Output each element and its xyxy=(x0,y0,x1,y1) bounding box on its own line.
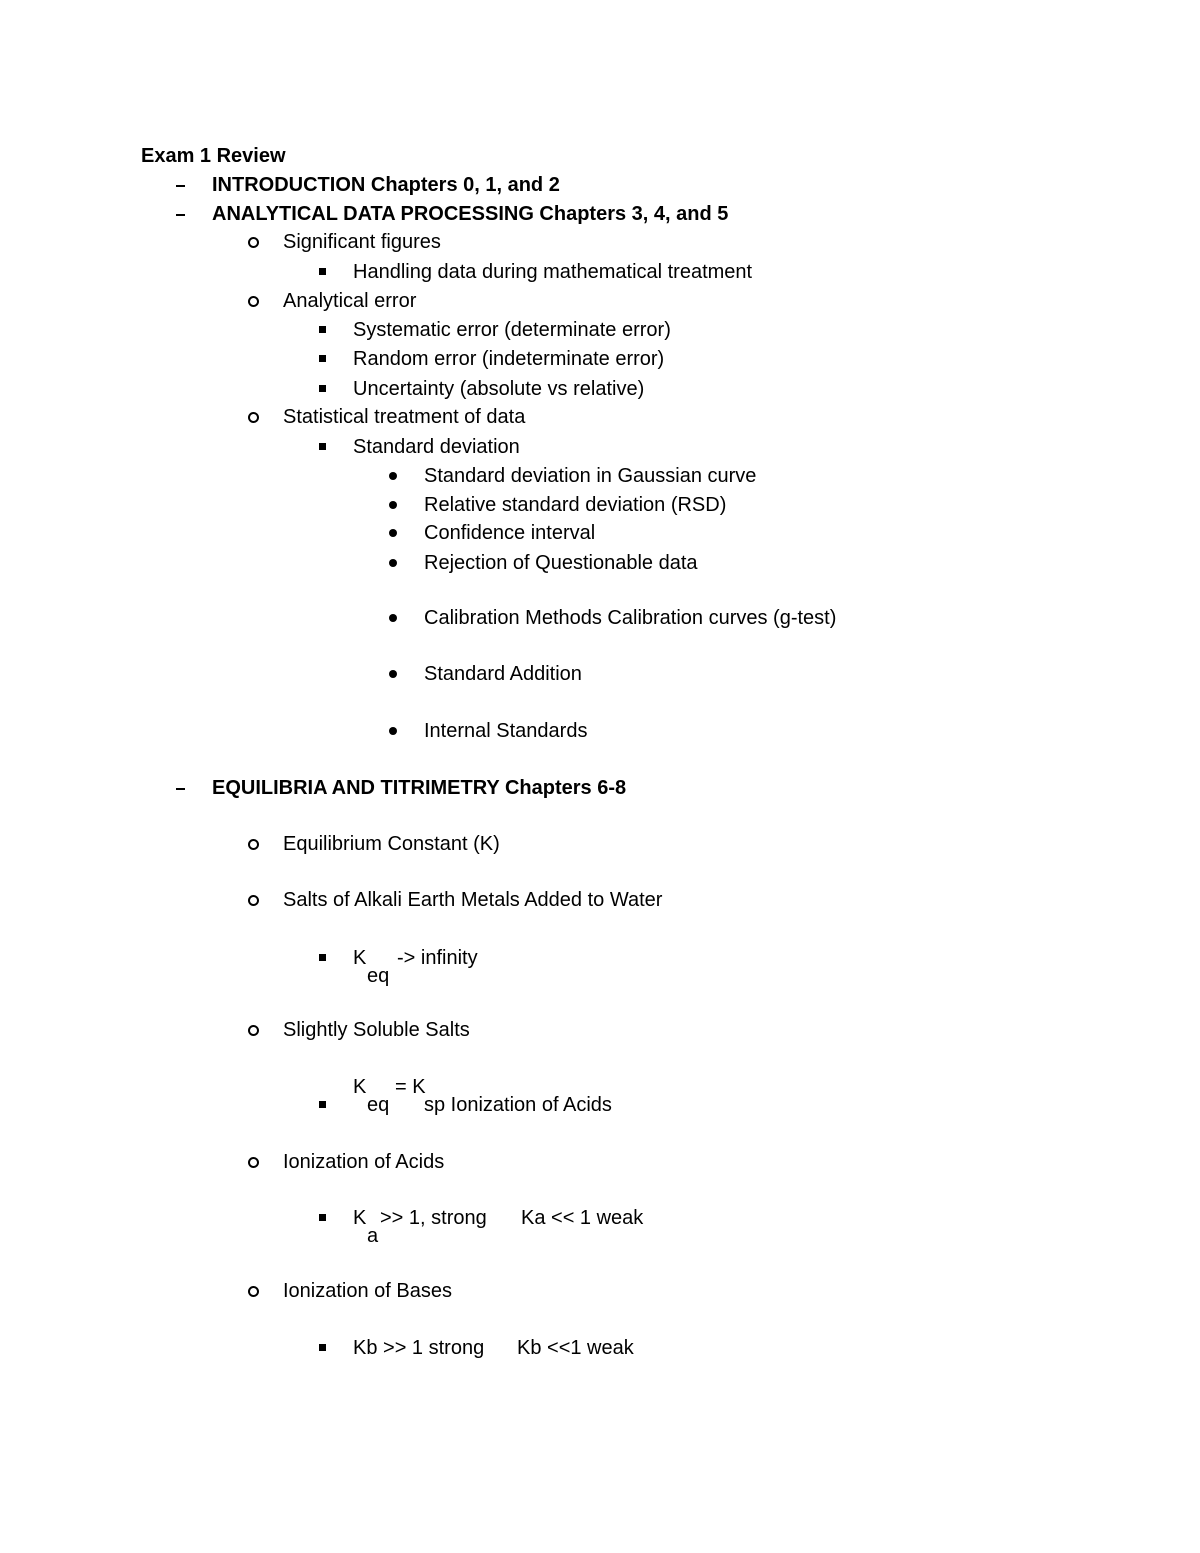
item-confidence-interval: Confidence interval xyxy=(424,522,596,544)
square-bullet xyxy=(319,347,326,362)
ksp-rest-text: sp Ionization of Acids xyxy=(424,1094,612,1116)
item-rsd: Relative standard deviation (RSD) xyxy=(424,494,727,516)
section-introduction: INTRODUCTION Chapters 0, 1, and 2 xyxy=(212,174,560,196)
item-statistical-treatment: Statistical treatment of data xyxy=(283,406,526,428)
item-equilibrium-constant: Equilibrium Constant (K) xyxy=(283,833,500,855)
ksp-equals-k: = K xyxy=(395,1076,426,1098)
keq-subscript: eq xyxy=(367,965,390,987)
square-bullet xyxy=(319,1093,326,1108)
circle-bullet xyxy=(248,1150,259,1168)
kb-weak-text: Kb <<1 weak xyxy=(517,1337,634,1359)
ka-k-letter: K xyxy=(353,1207,367,1229)
kb-strong-text: Kb >> 1 strong xyxy=(353,1337,485,1359)
dash-bullet xyxy=(176,173,185,187)
dot-bullet xyxy=(389,606,397,622)
ka-subscript: a xyxy=(367,1225,379,1247)
circle-bullet xyxy=(248,289,259,307)
square-bullet xyxy=(319,946,326,961)
square-bullet xyxy=(319,435,326,450)
item-standard-deviation: Standard deviation xyxy=(353,436,520,458)
dot-bullet xyxy=(389,662,397,678)
item-handling-data: Handling data during mathematical treatment xyxy=(353,261,753,283)
dot-bullet xyxy=(389,551,397,567)
keq-infinity-text: -> infinity xyxy=(397,947,478,969)
ksp-eq-subscript: eq xyxy=(367,1094,390,1116)
dash-bullet xyxy=(176,776,185,790)
item-significant-figures: Significant figures xyxy=(283,231,441,253)
item-uncertainty: Uncertainty (absolute vs relative) xyxy=(353,378,645,400)
item-salts-alkali: Salts of Alkali Earth Metals Added to Water xyxy=(283,889,663,911)
item-slightly-soluble: Slightly Soluble Salts xyxy=(283,1019,470,1041)
dot-bullet xyxy=(389,719,397,735)
ka-weak-text: Ka << 1 weak xyxy=(521,1207,644,1229)
document-title: Exam 1 Review xyxy=(141,145,286,167)
square-bullet xyxy=(319,260,326,275)
item-analytical-error: Analytical error xyxy=(283,290,417,312)
keq-k-letter: K xyxy=(353,947,367,969)
circle-bullet xyxy=(248,888,259,906)
item-ionization-acids: Ionization of Acids xyxy=(283,1151,445,1173)
circle-bullet xyxy=(248,1018,259,1036)
item-systematic-error: Systematic error (determinate error) xyxy=(353,319,671,341)
dash-bullet xyxy=(176,202,185,216)
dot-bullet xyxy=(389,464,397,480)
circle-bullet xyxy=(248,405,259,423)
circle-bullet xyxy=(248,230,259,248)
item-ionization-bases: Ionization of Bases xyxy=(283,1280,452,1302)
item-rejection: Rejection of Questionable data xyxy=(424,552,698,574)
dot-bullet xyxy=(389,493,397,509)
item-random-error: Random error (indeterminate error) xyxy=(353,348,665,370)
square-bullet xyxy=(319,1336,326,1351)
section-analytical: ANALYTICAL DATA PROCESSING Chapters 3, 4, and 5 xyxy=(212,203,729,225)
item-calibration: Calibration Methods Calibration curves (g-test) xyxy=(424,607,837,629)
item-standard-addition: Standard Addition xyxy=(424,663,582,685)
section-equilibria: EQUILIBRIA AND TITRIMETRY Chapters 6-8 xyxy=(212,777,627,799)
item-std-gaussian: Standard deviation in Gaussian curve xyxy=(424,465,757,487)
circle-bullet xyxy=(248,1279,259,1297)
square-bullet xyxy=(319,1206,326,1221)
square-bullet xyxy=(319,318,326,333)
dot-bullet xyxy=(389,521,397,537)
square-bullet xyxy=(319,377,326,392)
ksp-k-letter: K xyxy=(353,1076,367,1098)
item-internal-standards: Internal Standards xyxy=(424,720,588,742)
ka-strong-text: >> 1, strong xyxy=(380,1207,487,1229)
circle-bullet xyxy=(248,832,259,850)
